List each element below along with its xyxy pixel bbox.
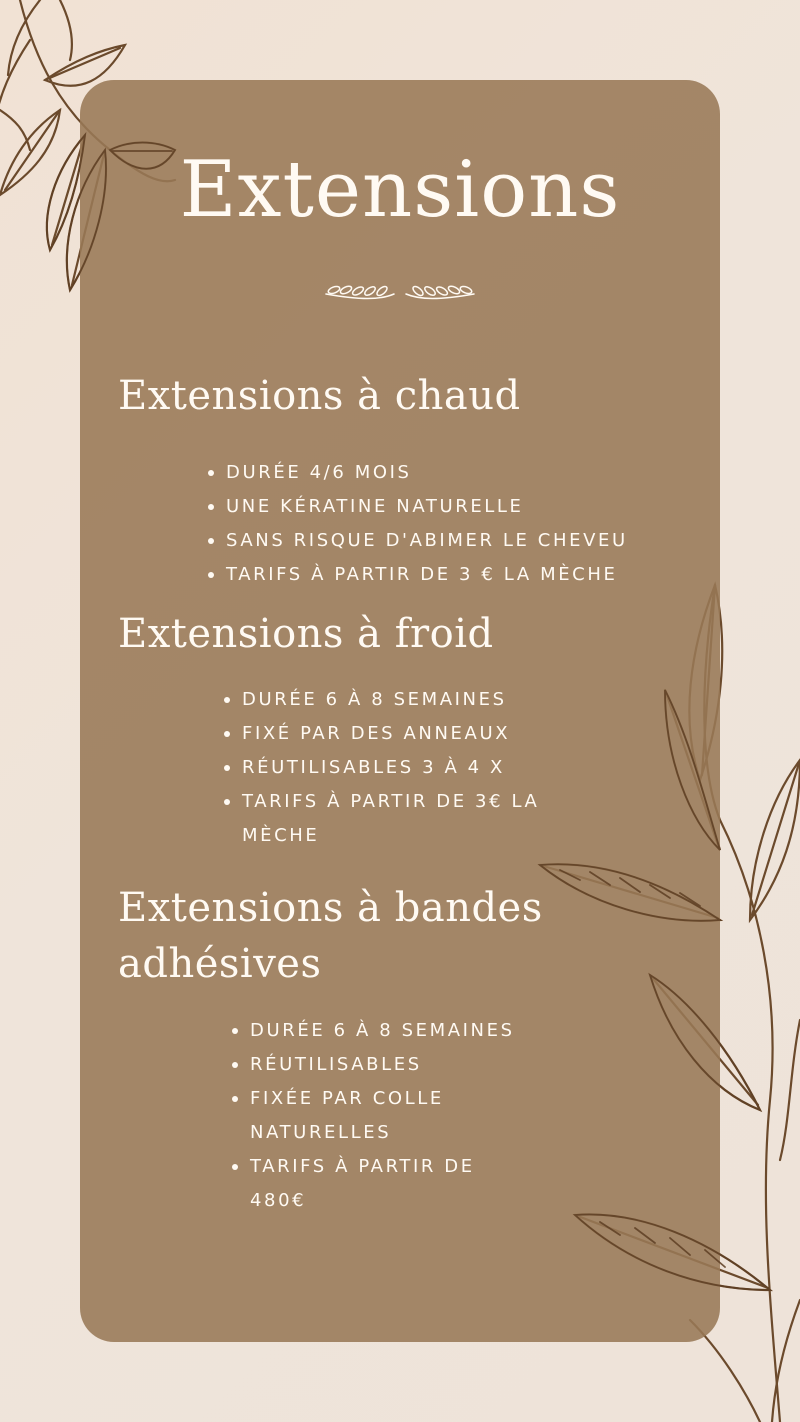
list-item: DURÉE 6 À 8 SEMAINES <box>230 1014 530 1048</box>
section-heading-bandes: Extensions à bandes adhésives <box>118 885 543 987</box>
list-item: RÉUTILISABLES 3 À 4 X <box>222 751 582 785</box>
section-heading-froid: Extensions à froid <box>118 611 494 657</box>
laurel-divider-icon <box>320 278 480 308</box>
list-froid <box>222 683 582 853</box>
list-item: RÉUTILISABLES <box>230 1048 530 1082</box>
list-item: TARIFS À PARTIR DE 3€ LA MÈCHE <box>222 785 582 853</box>
page-title: Extensions <box>179 145 621 235</box>
list-item: TARIFS À PARTIR DE 480€ <box>230 1150 530 1218</box>
list-item: UNE KÉRATINE NATURELLE <box>206 490 676 524</box>
list-item: DURÉE 6 À 8 SEMAINES <box>222 683 582 717</box>
list-item: SANS RISQUE D'ABIMER LE CHEVEU <box>206 524 676 558</box>
list-chaud <box>206 456 676 592</box>
list-bandes <box>230 1014 530 1218</box>
list-item: TARIFS À PARTIR DE 3 € LA MÈCHE <box>206 558 676 592</box>
list-item: FIXÉE PAR COLLE NATURELLES <box>230 1082 530 1150</box>
section-heading-chaud: Extensions à chaud <box>118 373 521 419</box>
list-item: DURÉE 4/6 MOIS <box>206 456 676 490</box>
list-item: FIXÉ PAR DES ANNEAUX <box>222 717 582 751</box>
